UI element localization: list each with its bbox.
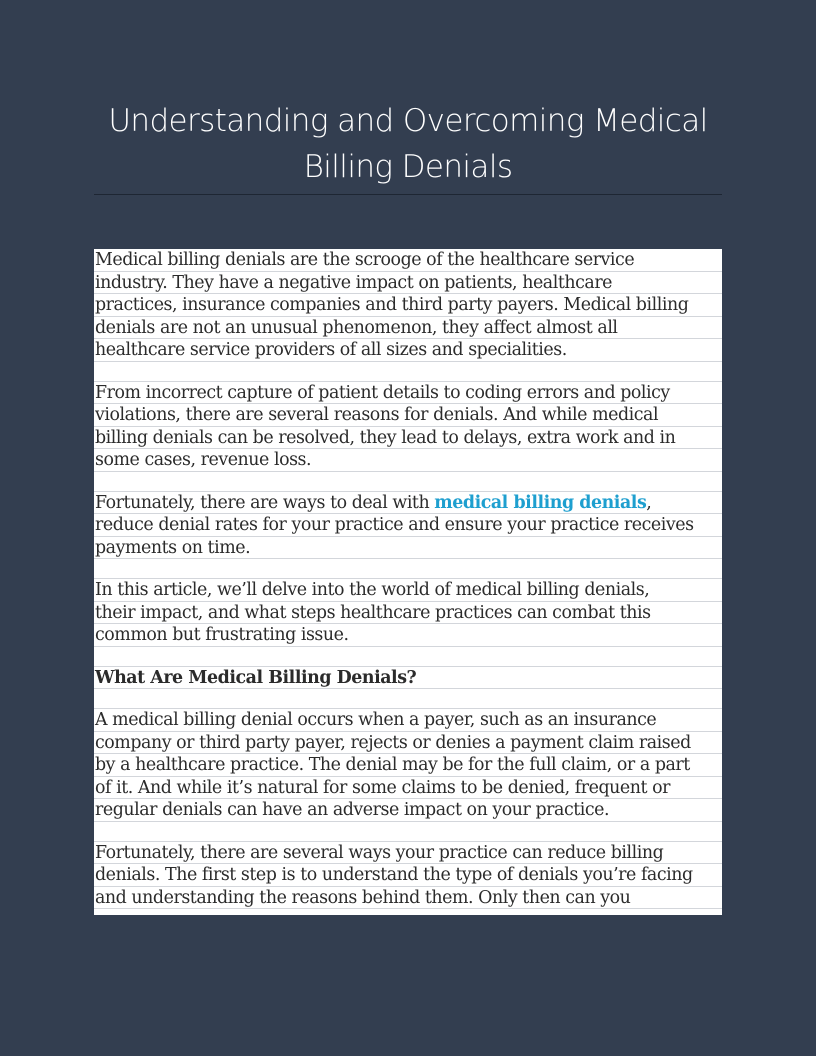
p6-line: Fortunately, there are several ways your practice can reduce billing: [94, 842, 722, 865]
p3-prefix: Fortunately, there are ways to deal with: [95, 492, 435, 513]
paragraph-gap: [94, 472, 722, 492]
p3-line: reduce denial rates for your practice and ensure your practice receives: [94, 514, 722, 537]
p4-line: common but frustrating issue.: [94, 624, 722, 647]
paragraph-gap: [94, 822, 722, 842]
paragraph-gap: [94, 362, 722, 382]
p1-line: denials are not an unusual phenomenon, they affect almost all: [94, 317, 722, 340]
p5-line: A medical billing denial occurs when a payer, such as an insurance: [94, 709, 722, 732]
p1-line: practices, insurance companies and third party payers. Medical billing: [94, 294, 722, 317]
paragraph-gap: [94, 559, 722, 579]
p2-line: violations, there are several reasons for denials. And while medical: [94, 404, 722, 427]
title-block: [94, 98, 722, 195]
p6-line: and understanding the reasons behind them. Only then can you: [94, 887, 722, 910]
p3-line: payments on time.: [94, 537, 722, 560]
section-heading: What Are Medical Billing Denials?: [94, 667, 722, 690]
p2-line: some cases, revenue loss.: [94, 449, 722, 472]
p1-line: Medical billing denials are the scrooge of the healthcare service: [94, 249, 722, 272]
title-line-1: Understanding and Overcoming Medical: [108, 103, 708, 139]
p2-line: billing denials can be resolved, they lead to delays, extra work and in: [94, 427, 722, 450]
p3-suffix: ,: [646, 492, 652, 513]
paragraph-gap: [94, 689, 722, 709]
document-title: [94, 98, 722, 190]
p2-line: From incorrect capture of patient details to coding errors and policy: [94, 382, 722, 405]
p5-line: company or third party payer, rejects or denies a payment claim raised: [94, 732, 722, 755]
p1-line: healthcare service providers of all sizes and specialities.: [94, 339, 722, 362]
p5-line: regular denials can have an adverse impact on your practice.: [94, 799, 722, 822]
paragraph-gap: [94, 647, 722, 667]
medical-billing-denials-link[interactable]: medical billing denials: [434, 492, 647, 513]
title-line-2: Billing Denials: [303, 149, 513, 185]
p5-line: of it. And while it’s natural for some claims to be denied, frequent or: [94, 777, 722, 800]
p4-line: In this article, we’ll delve into the world of medical billing denials,: [94, 579, 722, 602]
p5-line: by a healthcare practice. The denial may be for the full claim, or a part: [94, 754, 722, 777]
document-body: [94, 249, 722, 915]
p1-line: industry. They have a negative impact on patients, healthcare: [94, 272, 722, 295]
p6-line: denials. The first step is to understand the type of denials you’re facing: [94, 864, 722, 887]
p4-line: their impact, and what steps healthcare practices can combat this: [94, 602, 722, 625]
p3-line: [94, 492, 722, 515]
